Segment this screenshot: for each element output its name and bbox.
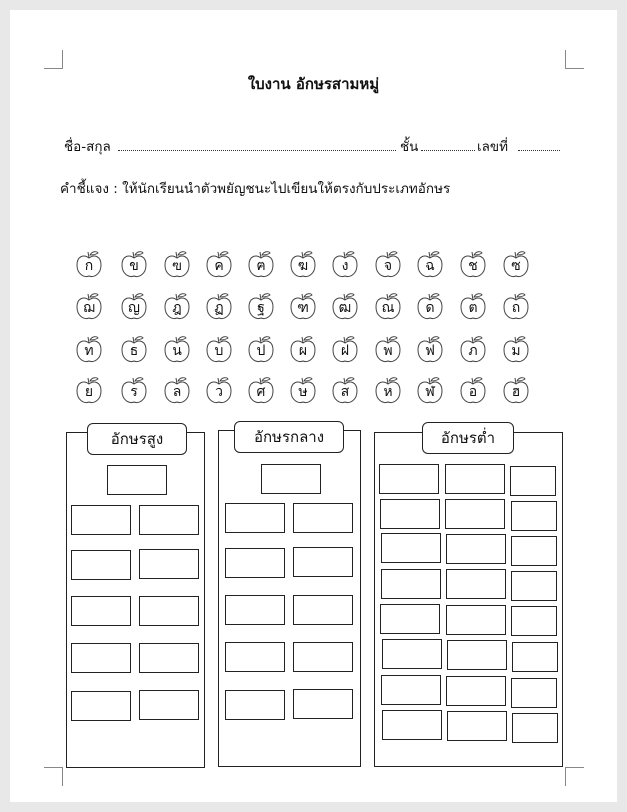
consonant-apple[interactable] [502,376,530,404]
answer-box[interactable] [225,690,285,720]
answer-box[interactable] [445,464,505,494]
answer-box[interactable] [446,569,506,599]
answer-box[interactable] [380,499,440,529]
high-class-label: อักษรสูง [87,423,187,455]
low-class-label: อักษรต่ำ [422,422,514,454]
consonant-apple[interactable] [289,250,317,278]
answer-box[interactable] [225,642,285,672]
answer-box[interactable] [225,503,285,533]
consonant-letter: ท [84,343,94,359]
consonant-apple[interactable] [374,335,402,363]
margin-corner-bottom-left [44,767,63,786]
middle-class-label: อักษรกลาง [234,421,344,453]
consonant-apple[interactable] [75,250,103,278]
consonant-letter: อ [468,384,478,400]
consonant-letter: จ [383,258,393,274]
consonant-letter: ภ [468,343,478,359]
consonant-letter: ว [215,384,223,400]
consonant-letter: ผ [298,343,308,359]
consonant-apple[interactable] [163,250,191,278]
answer-box[interactable] [71,643,131,673]
answer-box[interactable] [381,569,441,599]
answer-box[interactable] [225,595,285,625]
consonant-apple[interactable] [163,376,191,404]
answer-box[interactable] [511,571,557,601]
consonant-letter: ฌ [83,300,95,316]
consonant-apple[interactable] [289,335,317,363]
consonant-letter: พ [383,343,393,359]
consonant-letter: ณ [381,300,395,316]
answer-box[interactable] [293,642,353,672]
consonant-apple[interactable] [416,292,444,320]
consonant-apple[interactable] [459,376,487,404]
consonant-apple[interactable] [247,376,275,404]
consonant-letter: ฉ [425,258,435,274]
consonant-apple[interactable] [502,292,530,320]
consonant-apple[interactable] [75,335,103,363]
consonant-letter: ข [129,258,139,274]
answer-box[interactable] [511,501,557,531]
consonant-apple[interactable] [331,250,359,278]
margin-corner-top-left [44,50,63,69]
consonant-apple[interactable] [205,376,233,404]
consonant-apple[interactable] [163,335,191,363]
worksheet-title: ใบงาน อักษรสามหมู่ [247,75,380,93]
consonant-letter: ฝ [340,343,350,359]
consonant-apple[interactable] [502,335,530,363]
answer-box[interactable] [511,678,557,708]
consonant-apple[interactable] [163,292,191,320]
instruction-text: คำชี้แจง : ให้นักเรียนนำตัวพยัญชนะไปเขียนให้ตรงกับประเภทอักษร [60,181,451,197]
margin-corner-bottom-right [565,767,584,786]
answer-box[interactable] [139,505,199,535]
consonant-apple[interactable] [120,376,148,404]
answer-box[interactable] [382,639,442,669]
answer-box[interactable] [447,711,507,741]
consonant-apple[interactable] [459,335,487,363]
answer-box[interactable] [139,690,199,720]
consonant-letter: ง [341,258,349,274]
number-blank[interactable] [518,150,560,151]
answer-box[interactable] [293,547,353,577]
consonant-letter: ฑ [297,300,309,316]
consonant-letter: ต [468,300,478,316]
consonant-apple[interactable] [75,376,103,404]
class-blank[interactable] [421,150,475,151]
consonant-letter: ม [511,343,521,359]
answer-box[interactable] [511,536,557,566]
consonant-apple[interactable] [331,292,359,320]
consonant-apple[interactable] [120,250,148,278]
consonant-letter: ศ [256,384,266,400]
worksheet-page [10,10,617,802]
consonant-letter: ล [172,384,182,400]
answer-box[interactable] [293,689,353,719]
answer-box[interactable] [379,464,439,494]
answer-box[interactable] [512,642,558,672]
consonant-letter: ฬ [425,384,435,400]
answer-box[interactable] [445,499,505,529]
consonant-letter: ช [468,258,478,274]
answer-box[interactable] [225,548,285,578]
answer-box[interactable] [139,596,199,626]
consonant-letter: ฐ [257,300,265,316]
high-class-panel [66,432,205,768]
consonant-letter: น [172,343,182,359]
consonant-letter: ฏ [214,300,224,316]
consonant-letter: ฆ [297,258,309,274]
answer-box[interactable] [447,640,507,670]
answer-box[interactable] [139,549,199,579]
middle-class-panel [218,430,361,767]
consonant-letter: ซ [511,258,521,274]
consonant-letter: ฎ [172,300,182,316]
consonant-letter: ฅ [256,258,266,274]
consonant-letter: ย [84,384,94,400]
answer-box[interactable] [139,643,199,673]
consonant-apple[interactable] [247,250,275,278]
consonant-apple[interactable] [374,292,402,320]
consonant-letter: ฟ [425,343,435,359]
answer-box[interactable] [511,606,557,636]
consonant-apple[interactable] [416,335,444,363]
consonant-letter: ร [130,384,138,400]
answer-box[interactable] [71,596,131,626]
consonant-apple[interactable] [205,250,233,278]
answer-box[interactable] [381,675,441,705]
answer-box[interactable] [293,595,353,625]
answer-box[interactable] [71,691,131,721]
name-blank[interactable] [118,150,396,151]
consonant-apple[interactable] [416,250,444,278]
consonant-apple[interactable] [331,376,359,404]
number-label: เลขที่ [477,139,509,155]
consonant-apple[interactable] [120,335,148,363]
student-info-line [64,135,564,157]
name-label: ชื่อ-สกุล [64,139,111,155]
answer-box[interactable] [381,533,441,563]
low-class-panel [374,432,563,767]
consonant-apple[interactable] [120,292,148,320]
consonant-letter: บ [214,343,224,359]
answer-box[interactable] [261,464,321,494]
answer-box[interactable] [380,604,440,634]
consonant-apple[interactable] [459,250,487,278]
answer-box[interactable] [512,713,558,743]
answer-box[interactable] [382,710,442,740]
consonant-apple[interactable] [247,335,275,363]
consonant-letter: ห [383,384,393,400]
consonant-apple[interactable] [331,335,359,363]
answer-box[interactable] [71,505,131,535]
consonant-letter: ธ [129,343,139,359]
answer-box[interactable] [446,534,506,564]
answer-box[interactable] [446,676,506,706]
answer-box[interactable] [446,605,506,635]
consonant-letter: ป [256,343,266,359]
consonant-apple[interactable] [247,292,275,320]
consonant-apple[interactable] [205,292,233,320]
class-label: ชั้น [400,139,419,155]
consonant-letter: ส [340,384,350,400]
consonant-apple[interactable] [75,292,103,320]
consonant-letter: ฃ [172,258,182,274]
consonant-apple[interactable] [289,376,317,404]
answer-box[interactable] [293,503,353,533]
consonant-apple[interactable] [205,335,233,363]
margin-corner-top-right [565,50,584,69]
consonant-apple[interactable] [416,376,444,404]
answer-box[interactable] [107,465,167,495]
consonant-apple[interactable] [459,292,487,320]
consonant-letter: ด [425,300,435,316]
consonant-letter: ษ [298,384,308,400]
consonant-apple[interactable] [289,292,317,320]
answer-box[interactable] [510,466,556,496]
consonant-letter: ฮ [511,384,521,400]
consonant-apple[interactable] [502,250,530,278]
consonant-letter: ค [214,258,224,274]
consonant-apple[interactable] [374,250,402,278]
answer-box[interactable] [71,550,131,580]
consonant-letter: ฒ [338,300,352,316]
consonant-letter: ญ [128,300,140,316]
consonant-letter: ก [84,258,94,274]
consonant-letter: ถ [511,300,521,316]
consonant-apple[interactable] [374,376,402,404]
